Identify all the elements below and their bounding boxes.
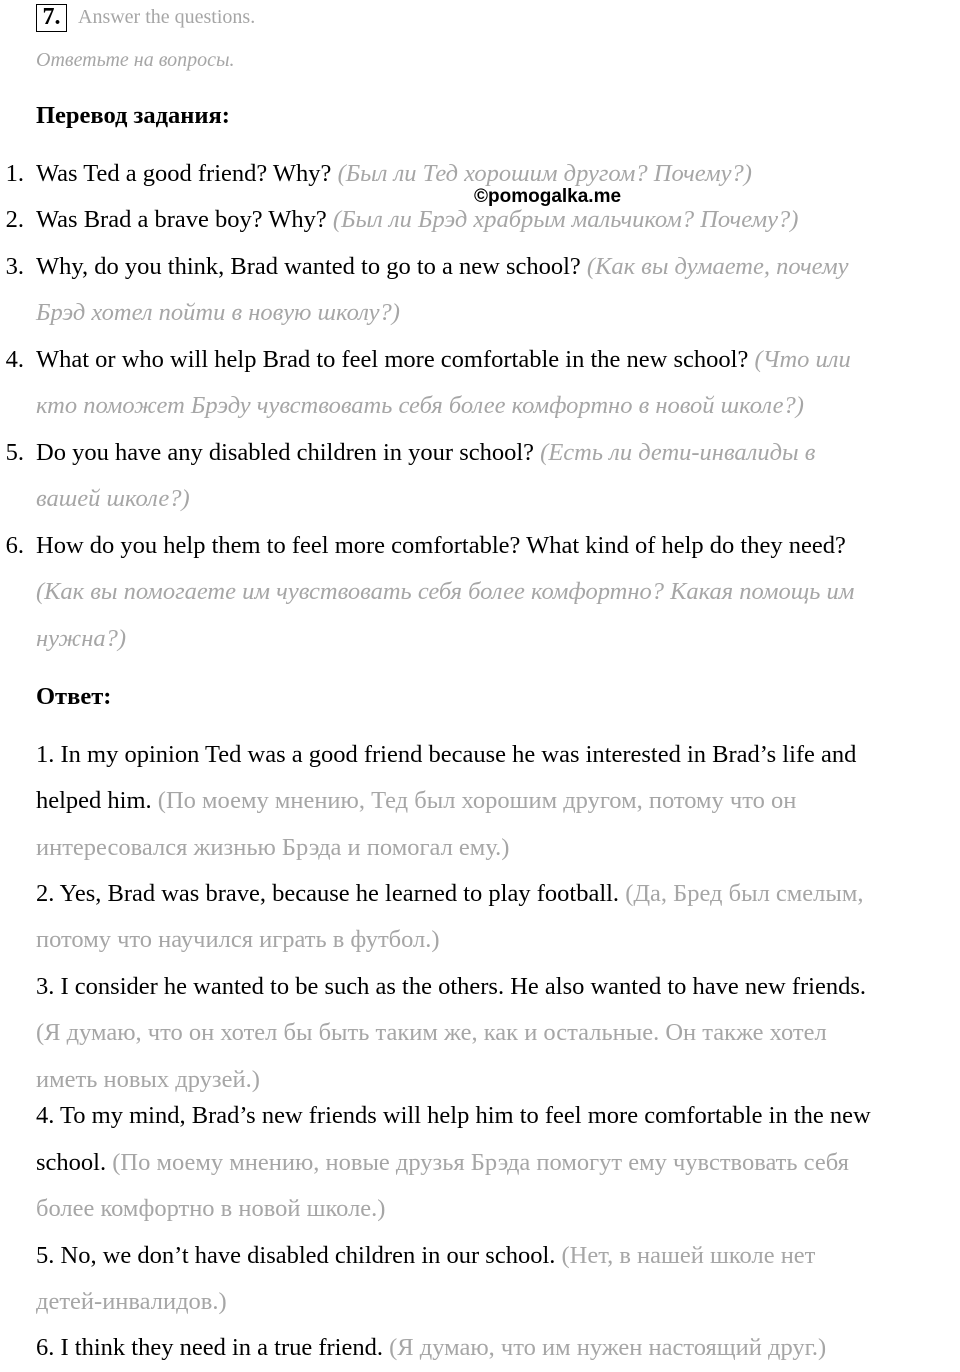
- question-translation: (Как вы помогаете им чувствовать себя более комфортно? Какая помощь им: [36, 578, 855, 605]
- answer-line: [36, 778, 796, 825]
- question-translation-cont: Брэд хотел пойти в новую школу?): [36, 299, 400, 326]
- answer-line: [36, 1233, 815, 1280]
- question-translation: (Как вы думаете, почему: [586, 253, 849, 280]
- answer-translation: (Да, Бред был смелым,: [625, 880, 864, 907]
- task-instruction-en: Answer the questions.: [78, 6, 256, 28]
- question-translation: (Был ли Тед хорошим другом? Почему?): [337, 160, 752, 187]
- question-text: Was Brad a brave boy? Why?: [36, 206, 327, 233]
- answer-translation: (По моему мнению, новые друзья Брэда помогут ему чувствовать себя: [112, 1149, 849, 1176]
- question-text: Do you have any disabled children in your school?: [36, 439, 535, 466]
- question-translation-cont: нужна?): [36, 625, 127, 652]
- question-number: 5.: [5, 439, 24, 466]
- translation-heading: Перевод задания:: [36, 102, 230, 129]
- answer-text-cont: helped him.: [36, 787, 152, 814]
- answer-text-cont: school.: [36, 1149, 107, 1176]
- question-translation: (Был ли Брэд храбрым мальчиком? Почему?): [332, 206, 799, 233]
- answer-translation: (По моему мнению, Тед был хорошим другом, потому что он: [157, 787, 797, 814]
- question-translation-cont: вашей школе?): [36, 485, 190, 512]
- question-text: How do you help them to feel more comfortable? What kind of help do they need?: [36, 532, 846, 559]
- answer-translation: (Я думаю, что он хотел бы быть таким же, как и остальные. Он также хотел: [36, 1019, 827, 1046]
- answer-translation: (Нет, в нашей школе нет: [561, 1242, 816, 1269]
- question-number: 4.: [5, 346, 24, 373]
- answer-text: 4. To my mind, Brad’s new friends will help him to feel more comfortable in the new: [36, 1102, 871, 1129]
- question-number: 2.: [5, 206, 24, 233]
- answer-line: [36, 871, 864, 918]
- task-number: 7.: [36, 4, 67, 32]
- answer-line: [36, 1325, 826, 1372]
- question-number: 6.: [5, 532, 24, 559]
- question-translation: (Есть ли дети-инвалиды в: [540, 439, 816, 466]
- answer-translation-cont: потому что научился играть в футбол.): [36, 926, 440, 953]
- answer-text: 6. I think they need in a true friend.: [36, 1334, 383, 1361]
- answer-text: 5. No, we don’t have disabled children in our school.: [36, 1242, 556, 1269]
- watermark: ©pomogalka.me: [474, 186, 622, 207]
- question-text: What or who will help Brad to feel more comfortable in the new school?: [36, 346, 749, 373]
- answer-translation: (Я думаю, что им нужен настоящий друг.): [389, 1334, 827, 1361]
- question-text: Was Ted a good friend? Why?: [36, 160, 332, 187]
- task-instruction-ru: Ответьте на вопросы.: [36, 49, 235, 71]
- answer-heading: Ответ:: [36, 683, 112, 710]
- question-translation: (Что или: [754, 346, 851, 373]
- answer-line: [36, 1140, 849, 1187]
- answer-text: 1. In my opinion Ted was a good friend because he was interested in Brad’s life and: [36, 741, 857, 768]
- answer-translation-cont: детей-инвалидов.): [36, 1288, 227, 1315]
- answer-translation-cont: интересовался жизнью Брэда и помогал ему.): [36, 834, 510, 861]
- question-translation-cont: кто поможет Брэду чувствовать себя более комфортно в новой школе?): [36, 392, 804, 419]
- answer-translation-cont: более комфортно в новой школе.): [36, 1195, 386, 1222]
- question-number: 3.: [5, 253, 24, 280]
- question-text: Why, do you think, Brad wanted to go to a new school?: [36, 253, 581, 280]
- question-number: 1.: [5, 160, 24, 187]
- answer-text: 3. I consider he wanted to be such as the others. He also wanted to have new friends.: [36, 973, 867, 1000]
- answer-translation-cont: иметь новых друзей.): [36, 1066, 260, 1093]
- answer-text: 2. Yes, Brad was brave, because he learned to play football.: [36, 880, 620, 907]
